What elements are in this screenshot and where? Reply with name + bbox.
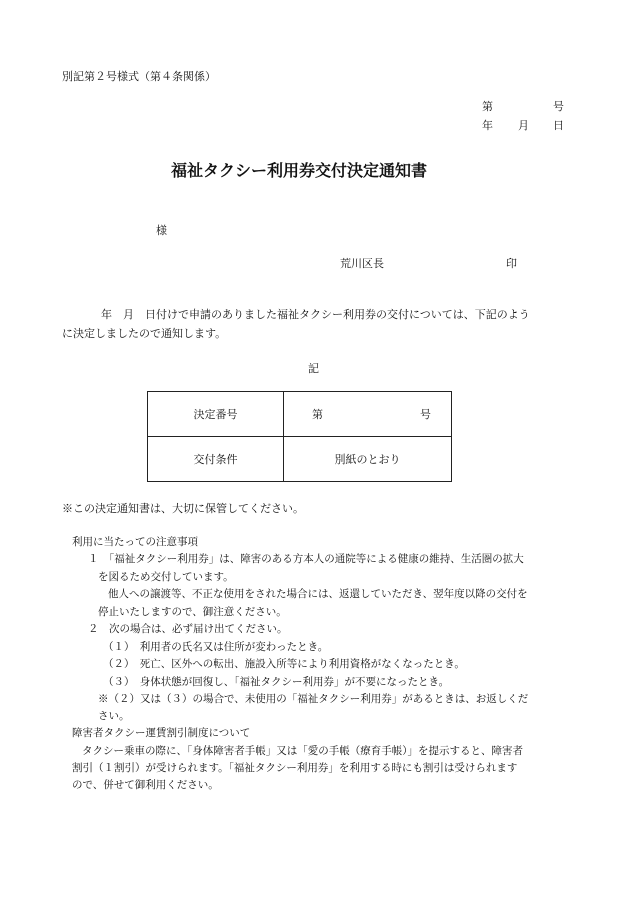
document-title: 福祉タクシー利用券交付決定通知書 [171,161,428,180]
note-caution-line-2: さい。 [98,710,130,722]
issuer: 荒川区長 [340,257,384,270]
decision-number-label: 決定番号 [148,392,284,437]
decision-number-prefix: 第 [312,408,323,421]
note-item-1-line-4: 停止いたしますので、御注意ください。 [98,606,287,618]
issue-condition-value: 別紙のとおり [284,437,452,482]
decision-number-suffix: 号 [420,408,431,421]
form-reference: 別記第２号様式（第４条関係） [62,70,216,83]
discount-heading: 障害者タクシー運賃割引制度について [72,727,251,739]
keep-note: ※この決定通知書は、大切に保管してください。 [62,502,304,515]
seal-mark: 印 [506,257,517,270]
discount-line-1: タクシー乗車の際に、「身体障害者手帳」又は「愛の手帳（療育手帳）」を提示すると、障害者 [82,745,523,757]
note-sub-2: （２） 死亡、区外への転出、施設入所等により利用資格がなくなったとき。 [103,658,465,670]
discount-line-2: 割引（１割引）が受けられます。「福祉タクシー利用券」を利用する時にも割引は受けられます [72,762,518,774]
date-day: 日 [553,119,564,132]
issue-condition-label: 交付条件 [148,437,284,482]
notes-heading: 利用に当たっての注意事項 [72,536,198,548]
note-sub-1: （１） 利用者の氏名又は住所が変わったとき。 [103,641,329,653]
addressee-suffix: 様 [156,224,167,237]
document-number-suffix: 号 [553,100,564,113]
note-caution-line-1: ※（２）又は（３）の場合で、未使用の「福祉タクシー利用券」があるときは、お返しくだ [98,693,529,705]
document-number-prefix: 第 [482,100,493,113]
table-row [148,392,452,437]
decision-number-cell [284,392,452,437]
table-row [148,437,452,482]
date-month: 月 [518,119,529,132]
body-line-1: 年 月 日付けで申請のありました福祉タクシー利用券の交付については、下記のよう [90,308,530,321]
decision-table [147,391,452,482]
discount-line-3: ので、併せて御利用ください。 [72,779,219,791]
note-item-1-line-1: １ 「福祉タクシー利用券」は、障害のある方本人の通院等による健康の維持、生活圏の拡大 [88,553,524,565]
note-sub-3: （３） 身体状態が回復し、「福祉タクシー利用券」が不要になったとき。 [103,676,450,688]
date-year: 年 [482,119,493,132]
note-item-2: ２ 次の場合は、必ず届け出てください。 [88,623,288,635]
body-line-2: に決定しましたので通知します。 [62,327,227,340]
note-item-1-line-2: を図るため交付しています。 [98,571,234,583]
note-item-1-line-3: 他人への譲渡等、不正な使用をされた場合には、返還していただき、翌年度以降の交付を [108,588,528,600]
ki-heading: 記 [308,362,319,375]
